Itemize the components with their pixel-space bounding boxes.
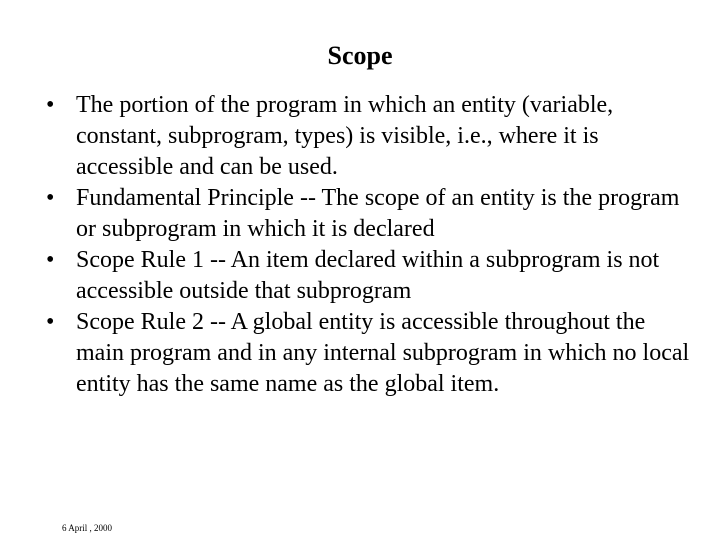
- bullet-icon: •: [46, 309, 55, 335]
- bullet-list: [46, 90, 696, 400]
- slide-title: Scope: [327, 41, 393, 70]
- bullet-item: [46, 245, 696, 307]
- bullet-icon: •: [46, 92, 55, 118]
- bullet-item: [46, 307, 696, 400]
- bullet-item: [46, 90, 696, 183]
- bullet-text: Fundamental Principle -- The scope of an entity is the program or subprogram in which it is declared: [76, 185, 680, 242]
- bullet-item: [46, 183, 696, 245]
- bullet-text: The portion of the program in which an entity (variable, constant, subprogram, types) is visible, i.e., where it is accessible and can be used.: [76, 92, 614, 180]
- bullet-text: Scope Rule 2 -- A global entity is accessible throughout the main program and in any internal subprogram in which no local entity has the same name as the global item.: [76, 309, 690, 397]
- bullet-icon: •: [46, 247, 55, 273]
- footer-date: 6 April , 2000: [62, 523, 113, 533]
- bullet-icon: •: [46, 185, 55, 211]
- bullet-text: Scope Rule 1 -- An item declared within a subprogram is not accessible outside that subprogram: [76, 247, 660, 304]
